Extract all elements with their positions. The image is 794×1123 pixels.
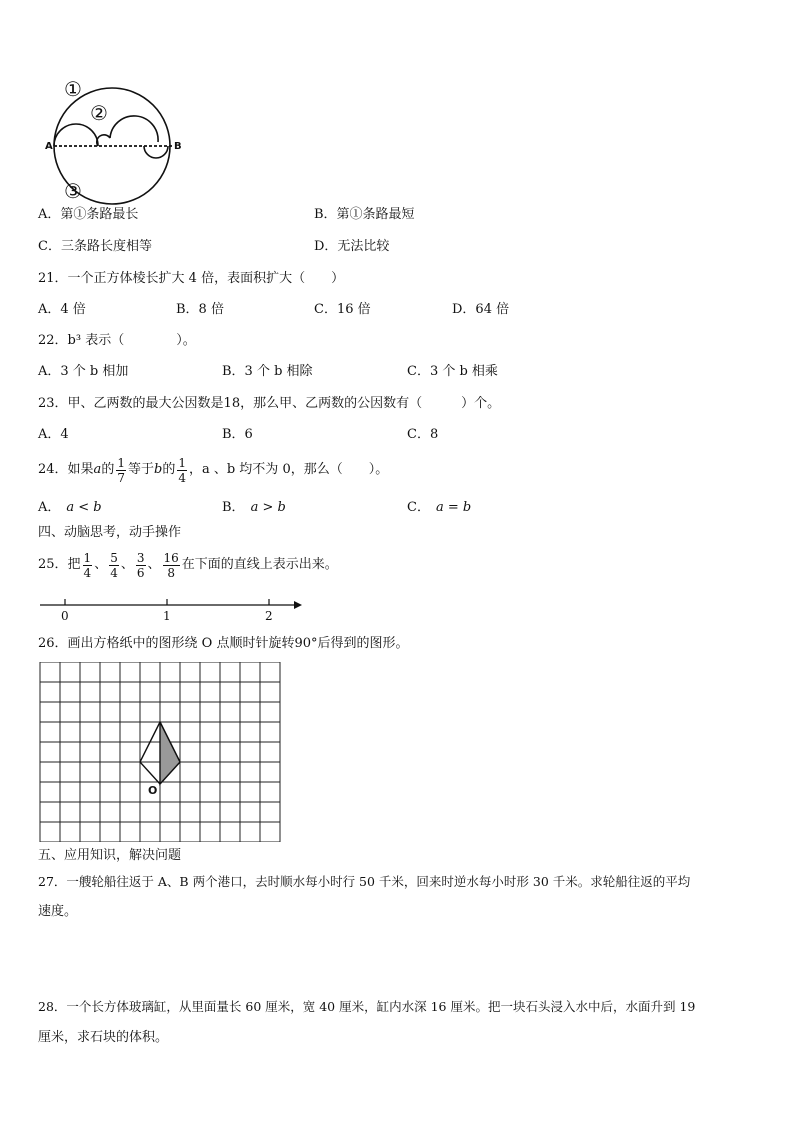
- number-line-tick-2: 2: [265, 609, 273, 623]
- q25-suffix: 在下面的直线上表示出来。: [181, 557, 338, 572]
- point-o-label: O: [148, 784, 158, 797]
- q24-fraction-1-den: 7: [117, 470, 125, 485]
- q24-option-c-expr: a = b: [435, 500, 472, 515]
- q24-fraction-1-num: 1: [117, 455, 125, 470]
- point-a-label: A: [45, 141, 53, 152]
- q24-var-b: b: [153, 462, 163, 477]
- q24-equals: 等于: [127, 462, 154, 477]
- q24-stem: [38, 452, 388, 488]
- q23-option-a: A．4: [38, 427, 69, 442]
- q24-fraction-2: [177, 456, 187, 485]
- q24-suffix: ，a 、b 均不为 0，那么（ ）。: [188, 462, 389, 477]
- q24-fraction-1: [116, 456, 126, 485]
- q24-option-c: [407, 499, 471, 517]
- number-line-tick-0: 0: [61, 609, 69, 623]
- number-line-tick-1: 1: [163, 609, 171, 623]
- q21-option-d: D．64 倍: [452, 302, 510, 317]
- q26-stem: 26．画出方格纸中的图形绕 O 点顺时针旋转90°后得到的图形。: [38, 636, 409, 651]
- q25-fraction-1: [83, 551, 93, 580]
- grid-paper: [38, 662, 282, 842]
- q25-stem: [38, 546, 338, 584]
- q22-option-a: A．3 个 b 相加: [38, 364, 129, 379]
- q22-option-c: C．3 个 b 相乘: [407, 364, 498, 379]
- q25-sep-1: 、: [94, 557, 108, 572]
- q25-fraction-4-den: 8: [167, 565, 175, 580]
- circle-label-1: ①: [64, 77, 82, 101]
- q28-line-2: 厘米，求石块的体积。: [38, 1030, 169, 1045]
- q23-option-b: B．6: [222, 427, 253, 442]
- q25-fraction-3: [136, 551, 146, 580]
- circle-label-2: ②: [90, 101, 108, 125]
- q28-line-1: 28．一个长方体玻璃缸，从里面量长 60 厘米，宽 40 厘米，缸内水深 16 厘米。把一块石头浸入水中后，水面升到 19: [38, 999, 696, 1014]
- q24-option-a: [38, 499, 102, 517]
- point-b-label: B: [174, 141, 182, 152]
- q25-sep-3: 、: [147, 557, 161, 572]
- q27-line-2: 速度。: [38, 904, 78, 919]
- q21-stem: 21．一个正方体棱长扩大 4 倍，表面积扩大（ ）: [38, 271, 345, 286]
- three-paths-figure: [40, 78, 190, 208]
- q24-option-b-expr: a > b: [250, 500, 286, 515]
- q20-option-b: B．第①条路最短: [314, 207, 415, 222]
- section-5-title: 五、应用知识，解决问题: [38, 848, 182, 863]
- q25-prefix: 25．把: [38, 557, 81, 572]
- q21-option-c: C．16 倍: [314, 302, 371, 317]
- q24-fraction-2-num: 1: [178, 455, 186, 470]
- q20-option-a: A．第①条路最长: [38, 207, 139, 222]
- q24-prefix: 24．如果: [38, 462, 94, 477]
- q27-line-1: 27．一艘轮船往返于 A、B 两个港口，去时顺水每小时行 50 千米，回来时逆水每小时形 30 千米。求轮船往返的平均: [38, 874, 691, 889]
- q24-of-2: 的: [162, 462, 176, 477]
- q25-fraction-1-den: 4: [83, 565, 92, 580]
- q24-fraction-2-den: 4: [178, 470, 186, 485]
- q24-option-a-label: A．: [38, 500, 61, 515]
- q23-option-c: C．8: [407, 427, 439, 442]
- section-4-title: 四、动脑思考，动手操作: [38, 525, 182, 540]
- q20-option-c: C．三条路长度相等: [38, 239, 152, 254]
- q21-option-a: A．4 倍: [38, 302, 86, 317]
- circle-label-3: ③: [64, 179, 82, 203]
- q22-stem: 22．b³ 表示（ ）。: [38, 333, 196, 348]
- q23-stem: 23．甲、乙两数的最大公因数是18，那么甲、乙两数的公因数有（ ）个。: [38, 396, 501, 411]
- q24-option-b-label: B．: [222, 500, 245, 515]
- q25-fraction-3-num: 3: [136, 550, 145, 565]
- q24-option-a-expr: a < b: [66, 500, 102, 515]
- q25-fraction-1-num: 1: [83, 550, 92, 565]
- q25-fraction-4-num: 16: [163, 550, 179, 565]
- q25-fraction-3-den: 6: [136, 565, 145, 580]
- q24-var-a: a: [93, 462, 102, 477]
- q25-fraction-4: [163, 551, 180, 580]
- q25-fraction-2-den: 4: [110, 565, 118, 580]
- q25-fraction-2: [109, 551, 119, 580]
- q24-of-1: 的: [101, 462, 115, 477]
- q25-sep-2: 、: [120, 557, 134, 572]
- q21-option-b: B．8 倍: [176, 302, 224, 317]
- q25-fraction-2-num: 5: [110, 550, 118, 565]
- q24-option-c-label: C．: [407, 500, 430, 515]
- q24-option-b: [222, 499, 286, 517]
- q22-option-b: B．3 个 b 相除: [222, 364, 313, 379]
- q20-option-d: D．无法比较: [314, 239, 390, 254]
